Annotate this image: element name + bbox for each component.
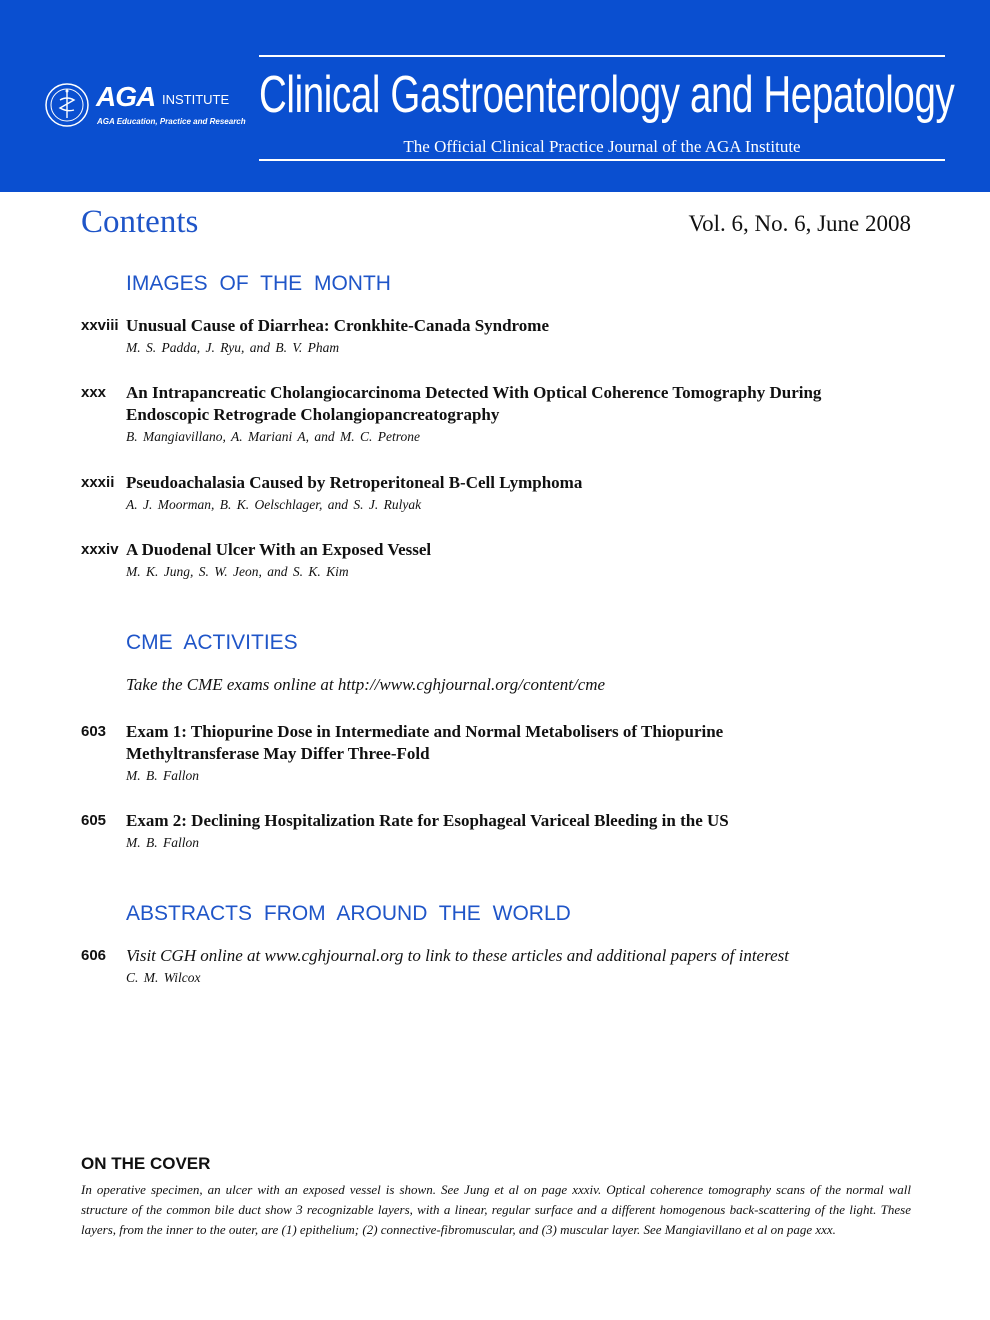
toc-entry[interactable] [81,945,881,989]
contents-title: Contents [81,204,199,240]
logo-brand: AGA [96,81,156,112]
article-title[interactable]: A Duodenal Ulcer With an Exposed Vessel [126,540,432,559]
journal-subtitle: The Official Clinical Practice Journal of the AGA Institute [403,137,801,156]
article-title[interactable]: Unusual Cause of Diarrhea: Cronkhite-Canada Syndrome [126,316,549,335]
article-authors: A. J. Moorman, B. K. Oelschlager, and S. J. Rulyak [126,497,422,512]
article-title[interactable]: Exam 2: Declining Hospitalization Rate for Esophageal Variceal Bleeding in the US [126,811,729,830]
article-title[interactable]: Exam 1: Thiopurine Dose in Intermediate and Normal Metabolisers of Thiopurine Methyltransferase May Differ Three-Fold [126,722,724,763]
abstract-link-text[interactable]: Visit CGH online at www.cghjournal.org to link to these articles and additional papers of interest [126,946,789,965]
article-authors: C. M. Wilcox [126,970,201,985]
section-heading-abstracts: ABSTRACTS FROM AROUND THE WORLD [126,902,571,925]
page-number: 605 [81,812,107,829]
article-title[interactable]: Pseudoachalasia Caused by Retroperitoneal B-Cell Lymphoma [126,473,583,492]
page-number: xxviii [81,317,119,334]
article-authors: M. K. Jung, S. W. Jeon, and S. K. Kim [126,564,349,579]
page-number: 603 [81,723,107,740]
aga-seal-icon [44,82,90,128]
page-number: xxx [81,384,107,401]
toc-entry[interactable] [81,472,881,516]
logo-institute: INSTITUTE [162,92,230,107]
issue-info: Vol. 6, No. 6, June 2008 [688,211,911,236]
article-authors: B. Mangiavillano, A. Mariani A, and M. C. Petrone [126,429,420,444]
banner-top-rule [259,55,945,57]
cme-note[interactable]: Take the CME exams online at http://www.cghjournal.org/content/cme [126,675,606,694]
cover-description: In operative specimen, an ulcer with an exposed vessel is shown. See Jung et al on page xxxiv. Optical coherence tomography scans of the normal wall structure of the common bile duct show 3 recognizable layers, with a linear, regular surface and a different homogenous back-scattering of the light. These layers, from the inner to the outer, are (1) epithelium; (2) connective-fibromuscular, and (3) muscular layer. See Mangiavillano et al on page xxx. [81,1182,911,1237]
journal-title: Clinical Gastroenterology and Hepatology [259,66,955,124]
article-authors: M. S. Padda, J. Ryu, and B. V. Pham [126,340,340,355]
section-heading-cme: CME ACTIVITIES [126,631,298,654]
toc-entry[interactable] [81,315,881,359]
toc-entry[interactable] [81,539,881,583]
banner-bottom-rule [259,159,945,161]
article-authors: M. B. Fallon [126,835,199,850]
toc-entry[interactable] [81,721,881,787]
page-number: 606 [81,947,107,964]
article-authors: M. B. Fallon [126,768,199,783]
cover-heading: ON THE COVER [81,1154,211,1173]
section-heading-images: IMAGES OF THE MONTH [126,272,391,295]
toc-entry[interactable] [81,810,881,854]
toc-entry[interactable] [81,382,881,448]
page-number: xxxiv [81,541,119,558]
article-title[interactable]: An Intrapancreatic Cholangiocarcinoma Detected With Optical Coherence Tomography During Endoscopic Retrograde Cholangiopancreatography [126,383,822,424]
page-number: xxxii [81,474,115,491]
journal-banner [0,0,990,192]
logo-tagline: AGA Education, Practice and Research [97,117,246,126]
aga-institute-logo [44,80,244,130]
